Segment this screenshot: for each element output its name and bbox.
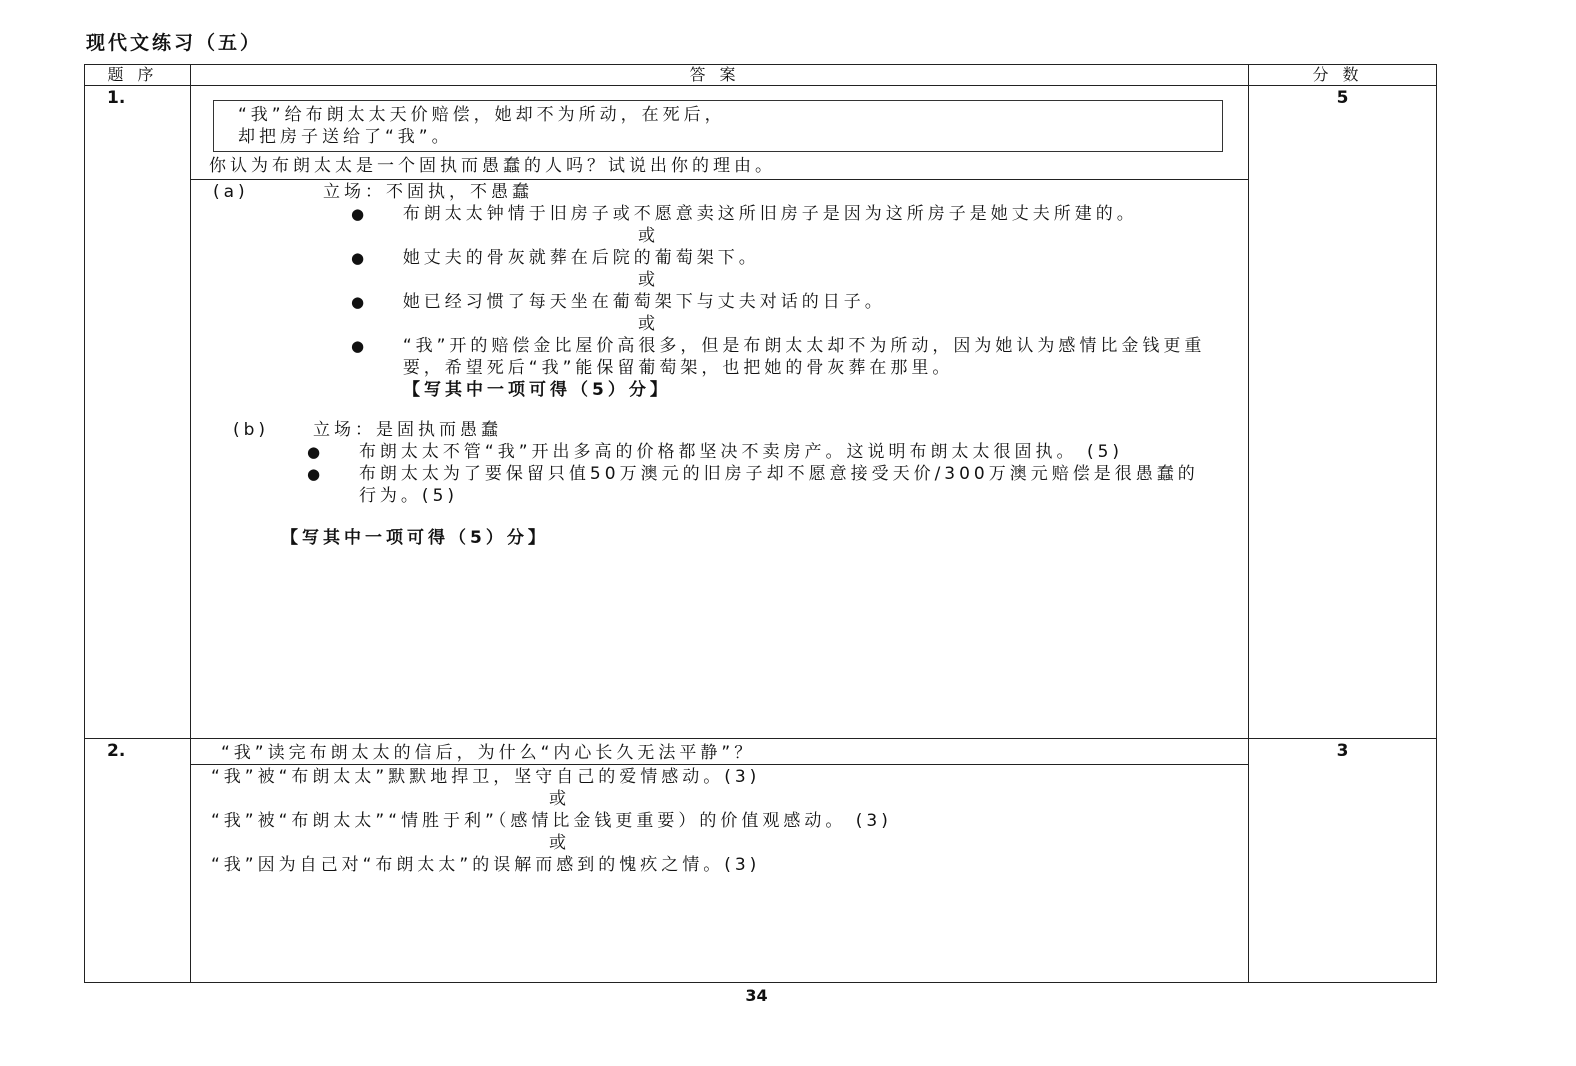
scoring-tip: 【写其中一项可得（5）分】: [403, 380, 671, 400]
stance-text: 立场：不固执，不愚蠢: [323, 182, 533, 202]
question-text: “我”读完布朗太太的信后，为什么“内心长久无法平静”？: [191, 739, 1248, 765]
answer-part-a: [191, 180, 1248, 401]
answer-cell: [191, 86, 1249, 739]
score-value: 5: [1336, 88, 1349, 108]
answer-list: [191, 765, 1248, 876]
score-cell: [1249, 86, 1437, 739]
question-number: 2.: [107, 741, 126, 761]
list-item: ● 她已经习惯了每天坐在葡萄架下与丈夫对话的日子。: [351, 292, 886, 312]
answer-part-b: [191, 401, 1248, 549]
score-value: 3: [1336, 741, 1349, 761]
or-word: 或: [638, 314, 659, 334]
list-item: ● 布朗太太钟情于旧房子或不愿意卖这所旧房子是因为这所房子是她丈夫所建的。: [351, 204, 1138, 224]
question-number: 1.: [107, 88, 126, 108]
quote-box: [213, 100, 1223, 152]
table-header-row: [85, 65, 1437, 86]
list-item: “我”因为自己对“布朗太太”的误解而感到的愧疚之情。(3): [211, 855, 761, 875]
part-label: (a): [213, 182, 249, 202]
table-row: [85, 739, 1437, 983]
question-number-cell: [85, 86, 191, 739]
bullet-icon: ●: [307, 465, 325, 483]
bullet-icon: ●: [307, 443, 325, 461]
table-row: [85, 86, 1437, 739]
score-cell: [1249, 739, 1437, 983]
question-text: 你认为布朗太太是一个固执而愚蠢的人吗？试说出你的理由。: [191, 152, 1248, 180]
list-item: ● 她丈夫的骨灰就葬在后院的葡萄架下。: [351, 248, 760, 268]
bullet-icon: ●: [351, 293, 369, 311]
question-number-cell: [85, 739, 191, 983]
quote-line: 却把房子送给了“我”。: [238, 127, 453, 147]
list-item: “我”被“布朗太太”“情胜于利”（感情比金钱更重要）的价值观感动。 (3): [211, 811, 892, 831]
list-item: “我”被“布朗太太”默默地捍卫，坚守自己的爱情感动。(3): [211, 767, 761, 787]
header-no: 题序: [85, 65, 191, 86]
list-item: ● “我”开的赔偿金比屋价高很多，但是布朗太太却不为所动，因为她认为感情比金钱更重要，希望死后“我”能保留葡萄架，也把她的骨灰葬在那里。: [351, 336, 1206, 378]
page-title: 现代文练习（五）: [86, 32, 263, 54]
quote-line: “我”给布朗太太天价赔偿，她却不为所动，在死后，: [238, 105, 726, 125]
part-label: (b): [233, 420, 270, 440]
or-word: 或: [638, 270, 659, 290]
header-score: 分数: [1249, 65, 1437, 86]
list-item: ● 布朗太太为了要保留只值50万澳元的旧房子却不愿意接受天价/300万澳元赔偿是很愚蠢的行为。(5): [307, 464, 1199, 506]
list-item: ● 布朗太太不管“我”开出多高的价格都坚决不卖房产。这说明布朗太太很固执。 (5): [307, 442, 1124, 462]
bullet-icon: ●: [351, 249, 369, 267]
bullet-icon: ●: [351, 337, 369, 355]
or-word: 或: [549, 833, 570, 853]
answer-cell: [191, 739, 1249, 983]
stance-text: 立场：是固执而愚蠢: [313, 420, 502, 440]
or-word: 或: [549, 789, 570, 809]
scoring-tip: 【写其中一项可得（5）分】: [281, 528, 549, 548]
bullet-icon: ●: [351, 205, 369, 223]
or-word: 或: [638, 226, 659, 246]
page-number: 34: [745, 986, 768, 1005]
header-answer: 答案: [191, 65, 1249, 86]
answer-table: [84, 64, 1437, 983]
